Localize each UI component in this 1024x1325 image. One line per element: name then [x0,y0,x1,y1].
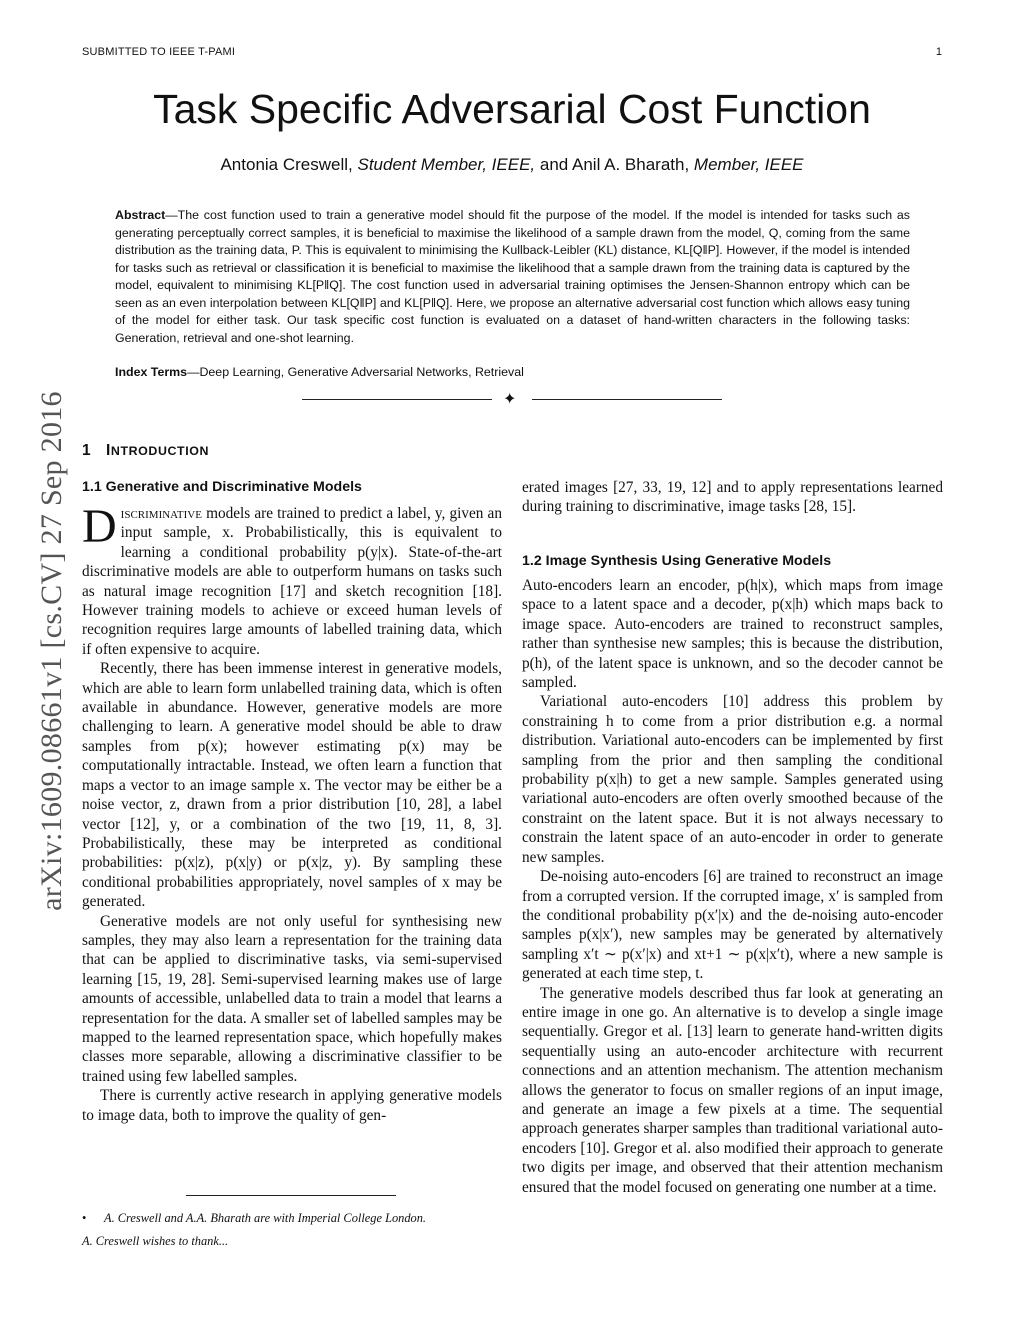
author-2-role: Member, IEEE [693,155,804,174]
right-column-top [522,478,943,517]
footnote-affiliation-text: A. Creswell and A.A. Bharath are with Imperial College London. [104,1211,427,1225]
section-1-heading [82,442,209,460]
author-1-role: Student Member, IEEE, [357,155,536,174]
right-paragraph-2: Variational auto-encoders [10] address this problem by constraining h to come from a prior distribution e.g. a normal distribution. Variational auto-encoders can be implemented by first sampling from the prior and then sampling the conditional probability p(x|h) to get a new sample. Samples generated using variational auto-encoders are often overly smoothed because of the constraint on the latent space. But it is not always necessary to constrain the latent space of an auto-encoder in order to generate new samples. [522,693,943,866]
running-head: SUBMITTED TO IEEE T-PAMI [82,46,236,58]
author-line [0,155,1024,175]
subsection-1-1-heading: 1.1 Generative and Discriminative Models [82,479,362,495]
footnote-rule [186,1195,396,1196]
author-1: Antonia Creswell, [220,155,358,174]
index-terms-label: Index Terms [115,365,188,379]
left-p1-text: models are trained to predict a label, y, given an input sample, x. Probabilistically, this is equivalent to learning a conditional probability p(y|x). State-of-the-art discriminative models are able to outperform humans on tasks such as natural image recognition [17] and sketch recognition [18]. However training models to achieve or exceed human levels of recognition requires large amounts of labelled training data, which if often expensive to acquire. [82,505,502,658]
abstract [115,207,910,347]
divider-right [532,399,722,400]
right-paragraph-3: De-noising auto-encoders [6] are trained to reconstruct an image from a corrupted version. If the corrupted image, x′ is sampled from the conditional probability p(x′|x) and the de-noising auto-encoder samples p(x|x′), new samples may be generated by alternatively sampling x′t ∼ p(x′|x) and xt+1 ∼ p(x|x′t), where a new sample is generated at each time step, t. [522,868,943,983]
right-column [522,576,943,1197]
section-1-number: 1 [82,442,92,459]
footnote-bullet: • [82,1211,87,1225]
arxiv-stamp [30,352,74,950]
right-paragraph-1: Auto-encoders learn an encoder, p(h|x), which maps from image space to a latent space and a decoder, p(x|h) which maps back to image space. Auto-encoders are trained to reconstruct samples, rather than synthesise new samples; this is because the distribution, p(h), of the latent space is unknown, and so the decoder cannot be sampled. [522,577,943,692]
left-paragraph-1 [82,500,502,659]
left-paragraph-2: Recently, there has been immense interest in generative models, which are able to learn form unlabelled training data, which is often available in abundance. However, generative models are more challenging to learn. A generative model should be able to draw samples from p(x); however estimating p(x) may be computationally intractable. Instead, we often learn a function that maps a vector to an image sample x. The vector may be either be a noise vector, z, drawn from a prior distribution [10, 28], a label vector [12], y, or a combination of the two [19, 11, 8, 3]. Probabilistically, these may be interpreted as conditional probabilities: p(x|z), p(x|y) or p(x|z, y). By sampling these conditional probabilities appropriately, novel samples of x may be generated. [82,660,502,911]
abstract-label: Abstract [115,208,166,222]
right-paragraph-4: The generative models described thus far look at generating an entire image in one go. An alternative is to develop a single image sequentially. Gregor et al. [13] learn to generate hand-written digits sequentially using an auto-encoder architecture with recurrent connections and an attention mechanism. The attention mechanism allows the generator to focus on smaller regions of an input image, and generate an image a few pixels at a time. The sequential approach generates sharper samples than traditional variational auto-encoders [10]. Gregor et al. also modified their approach to generate two digits per image, and observed that their attention mechanism ensured that the model focused on generating one number at a time. [522,984,943,1196]
left-paragraph-4: There is currently active research in applying generative models to image data, both to improve the quality of gen- [82,1087,502,1124]
section-1-title-first: I [105,442,111,459]
section-1-title-rest: NTRODUCTION [110,444,210,458]
arxiv-stamp-text: arXiv:1609.08661v1 [cs.CV] 27 Sep 2016 [35,391,68,911]
subsection-1-2-heading: 1.2 Image Synthesis Using Generative Models [522,553,832,569]
left-paragraph-3: Generative models are not only useful for synthesising new samples, they may also learn a representation for the training data that can be applied to discriminative tasks, via semi-supervised learning [15, 19, 28]. Semi-supervised learning makes use of large amounts of accessible, unlabelled data to train a model that learns a representation for the data. A smaller set of labelled samples may be mapped to the learned representation space, which hopefully makes classes more separable, allowing a discriminative classifier to be trained using few labelled samples. [82,912,502,1085]
index-terms [115,365,910,379]
right-paragraph-0: erated images [27, 33, 19, 12] and to apply representations learned during training to discriminative, image tasks [28, 15]. [522,479,943,516]
left-column [82,500,502,1125]
page-number: 1 [935,46,942,58]
divider-left [302,399,492,400]
abstract-text: —The cost function used to train a generative model should fit the purpose of the model. If the model is intended for tasks such as generating perceptually correct samples, it is beneficial to maximise the likelihood of a sample drawn from the model, Q, coming from the same distribution as the training data, P. This is equivalent to minimising the Kullback-Leibler (KL) distance, KL[Q‖P]. However, if the model is intended for tasks such as retrieval or classification it is beneficial to maximise the likelihood that a sample drawn from the training data is captured by the model, equivalent to minimising KL[P‖Q]. The cost function used in adversarial training optimises the Jensen-Shannon entropy which can be seen as an even interpolation between KL[Q‖P] and KL[P‖Q]. Here, we propose an alternative adversarial cost function which allows easy tuning of the model for either task. Our task specific cost function is evaluated on a dataset of hand-written characters in the following tasks: Generation, retrieval and one-shot learning. [115,208,910,345]
paper-title: Task Specific Adversarial Cost Function [153,86,871,132]
divider-star-icon: ✦ [503,391,517,408]
left-p1-smallcaps: iscriminative [120,505,202,522]
footnote-affiliation [82,1211,502,1226]
footnote-thanks: A. Creswell wishes to thank... [82,1234,229,1248]
author-conjunction: and Anil A. Bharath, [535,155,694,174]
dropcap: D [82,500,117,553]
index-terms-text: —Deep Learning, Generative Adversarial Networks, Retrieval [187,365,524,379]
